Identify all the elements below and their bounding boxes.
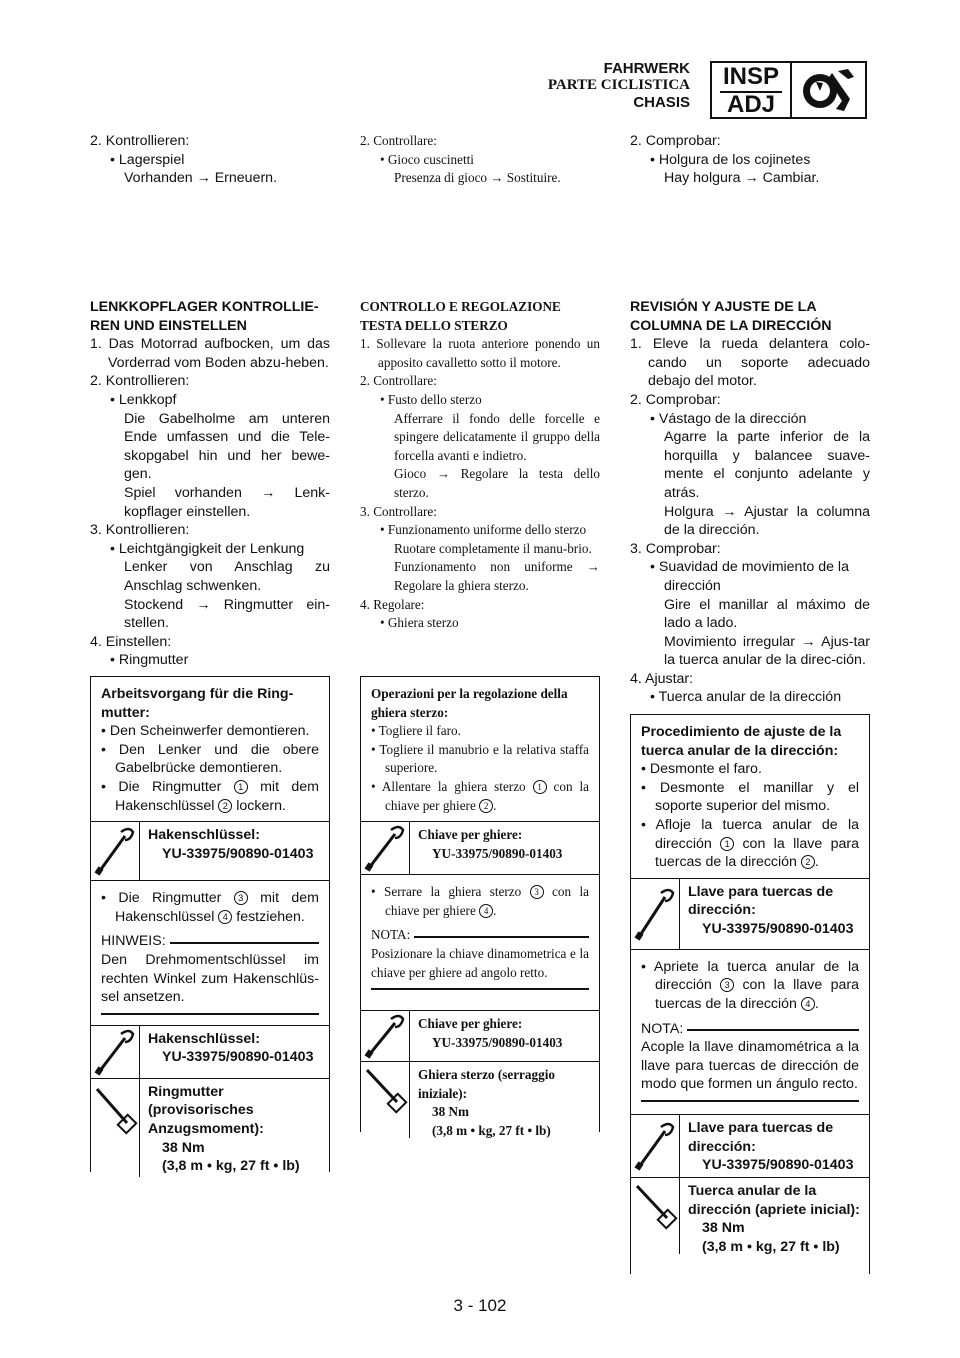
section-header (548, 60, 690, 111)
callout-1: 1 (720, 837, 734, 851)
hook-wrench-icon (631, 879, 680, 949)
note-de: HINWEIS: (101, 932, 319, 951)
torque-wrench-icon (91, 1079, 140, 1177)
note-es: NOTA: (641, 1020, 859, 1039)
badge-insp-label: INSP (722, 63, 779, 90)
note-it: NOTA: (371, 926, 589, 945)
section-title-es: CHASIS (633, 94, 690, 111)
top-check-es: 2. Comprobar: • Holgura de los cojinetes Hay holgura → Cambiar. (630, 133, 820, 187)
tool-row-es-1: Llave para tuercas de dirección: YU-33975/90890-01403 (631, 878, 869, 949)
torque-row-es: Tuerca anular de la dirección (apriete inicial): 38 Nm (3,8 m • kg, 27 ft • lb) (631, 1177, 869, 1254)
callout-3: 3 (234, 891, 248, 905)
torque-wrench-icon (631, 1178, 680, 1254)
ringnut-procedure-box-it: Operazioni per la regolazione della ghiera sterzo: • Togliere il faro. • Togliere il manubrio e la relativa staffa superiore. • Allentare la ghiera sterzo 1 con la chiave per ghiere 2 . Chiave per ghiere: YU-33975/90890-01403 • Serrare la ghiera sterzo 3 con la chiave per ghiere 4 . NOTA: Posizionare la chiave dinamometrica e la chiave per ghiere ad angolo retto. Chiave per ghiere: YU-33975/90890-01403 Ghiera sterzo (serraggio iniziale): 38 Nm (3,8 m • kg, 27 ft • lb) (360, 676, 600, 1132)
badge-adj-label: ADJ (726, 91, 775, 118)
torque-row-it: Ghiera sterzo (serraggio iniziale): 38 Nm (3,8 m • kg, 27 ft • lb) (361, 1061, 599, 1138)
column-spanish (630, 132, 870, 1272)
callout-4: 4 (801, 997, 815, 1011)
insp-adj-badge (710, 61, 867, 119)
tool-row-es-2: Llave para tuercas de dirección: YU-33975/90890-01403 (631, 1114, 869, 1177)
callout-3: 3 (720, 978, 734, 992)
procedure-it: CONTROLLO E REGOLAZIONE TESTA DELLO STERZO 1. Sollevare la ruota anteriore ponendo un apposito cavalletto sotto il motore. 2. Controllare: • Fusto dello sterzo Afferrare il fondo delle forcelle e spingere delicatamente il gruppo della forcella avanti e indietro. Gioco → Regolare la testa dello sterzo. 3. Controllare: • Funzionamento uniforme dello sterzo Ruotare completamente il manu-brio. Funzionamento non uniforme → Regolare la ghiera sterzo. 4. Regolare: • Ghiera sterzo (360, 299, 600, 631)
torque-wrench-icon (361, 1062, 410, 1138)
tool-row-de-1: Hakenschlüssel: YU-33975/90890-01403 (91, 821, 329, 880)
column-german (90, 132, 330, 1175)
tool-row-it-1: Chiave per ghiere: YU-33975/90890-01403 (361, 821, 599, 874)
torque-row-de: Ringmutter (provisorisches Anzugsmoment): 38 Nm (3,8 m • kg, 27 ft • lb) (91, 1078, 329, 1177)
procedure-de: LENKKOPFLAGER KONTROLLIE-REN UND EINSTELLEN 1. Das Motorrad aufbocken, um das Vorderrad vom Boden abzu-heben. 2. Kontrollieren: • Lenkkopf Die Gabelholme am unteren Ende umfassen und die Tele-skopgabel hin und her bewe-gen. Spiel vorhanden → Lenk-kopflager einstellen. 3. Kontrollieren: • Leichtgängigkeit der Lenkung Lenker von Anschlag zu Anschlag schwenken. Stockend → Ringmutter ein-stellen. 4. Einstellen: • Ringmutter (90, 299, 330, 669)
procedure-title-es: REVISIÓN Y AJUSTE DE LA COLUMNA DE LA DIRECCIÓN (630, 299, 832, 334)
hook-wrench-icon (91, 822, 140, 880)
callout-1: 1 (234, 780, 248, 794)
hook-wrench-icon (361, 822, 410, 874)
callout-2: 2 (218, 799, 232, 813)
callout-1: 1 (533, 780, 547, 794)
hook-wrench-icon (91, 1026, 140, 1078)
hook-wrench-icon (631, 1115, 680, 1177)
callout-4: 4 (218, 910, 232, 924)
callout-2: 2 (801, 855, 815, 869)
top-check-de: 2. Kontrollieren: • Lagerspiel Vorhanden → Erneuern. (90, 133, 278, 187)
ringnut-procedure-box-es: Procedimiento de ajuste de la tuerca anular de la dirección: • Desmonte el faro. • Desmonte el manillar y el soporte superior del mismo. • Afloje la tuerca anular de la dirección 1 con la llave para tuercas de la dirección 2 . Llave para tuercas de dirección: YU-33975/90890-01403 • Apriete la tuerca anular de la dirección 3 con la llave para tuercas de la dirección 4 . NOTA: Acople la llave dinamométrica a la llave para tuercas de dirección de modo que formen un ángulo recto. Llave para tuercas de dirección: YU-33975/90890-01403 Tuerca anular de la dirección (apriete inicial): 38 Nm (3,8 m • kg, 27 ft • lb) (630, 714, 870, 1274)
top-check-it: 2. Controllare: • Gioco cuscinetti Presenza di gioco → Sostituire. (360, 133, 561, 186)
callout-4: 4 (479, 904, 493, 918)
procedure-title-it: CONTROLLO E REGOLAZIONE TESTA DELLO STERZO (360, 299, 561, 333)
column-italian (360, 132, 600, 1138)
tool-row-it-2: Chiave per ghiere: YU-33975/90890-01403 (361, 1010, 599, 1061)
tool-row-de-2: Hakenschlüssel: YU-33975/90890-01403 (91, 1025, 329, 1078)
page-number: 3 - 102 (453, 1296, 507, 1315)
section-title-de: FAHRWERK (603, 60, 690, 77)
ringnut-procedure-box-de: Arbeitsvorgang für die Ring-mutter: • Den Scheinwerfer demontieren. • Den Lenker und die obere Gabelbrücke demontieren. • Die Ringmutter 1 mit dem Hakenschlüssel 2 lockern. Hakenschlüssel: YU-33975/90890-01403 • Die Ringmutter 3 mit dem Hakenschlüssel 4 festziehen. HINWEIS: Den Drehmomentschlüssel im rechten Winkel zum Hakenschlüs-sel ansetzen. Hakenschlüssel: YU-33975/90890-01403 Ringmutter (provisorisches Anzugsmoment): 38 Nm (3,8 m • kg, 27 ft • lb) (90, 676, 330, 1172)
procedure-es: REVISIÓN Y AJUSTE DE LA COLUMNA DE LA DIRECCIÓN 1. Eleve la rueda delantera colo-cando un soporte adecuado debajo del motor. 2. Comprobar: • Vástago de la dirección Agarre la parte inferior de la horquilla y balancee suave-mente el conjunto adelante y atrás. Holgura → Ajustar la columna de la dirección. 3. Comprobar: • Suavidad de movimiento de la dirección Gire el manillar al máximo de lado a lado. Movimiento irregular → Ajus-tar la tuerca anular de la direc-ción. 4. Ajustar: • Tuerca anular de la dirección (630, 299, 870, 706)
procedure-title-de: LENKKOPFLAGER KONTROLLIE-REN UND EINSTELLEN (90, 299, 319, 334)
section-title-it: PARTE CICLISTICA (547, 77, 690, 93)
callout-3: 3 (530, 885, 544, 899)
hook-wrench-icon (361, 1011, 410, 1061)
callout-2: 2 (479, 799, 493, 813)
wrench-gauge-icon (792, 65, 864, 115)
